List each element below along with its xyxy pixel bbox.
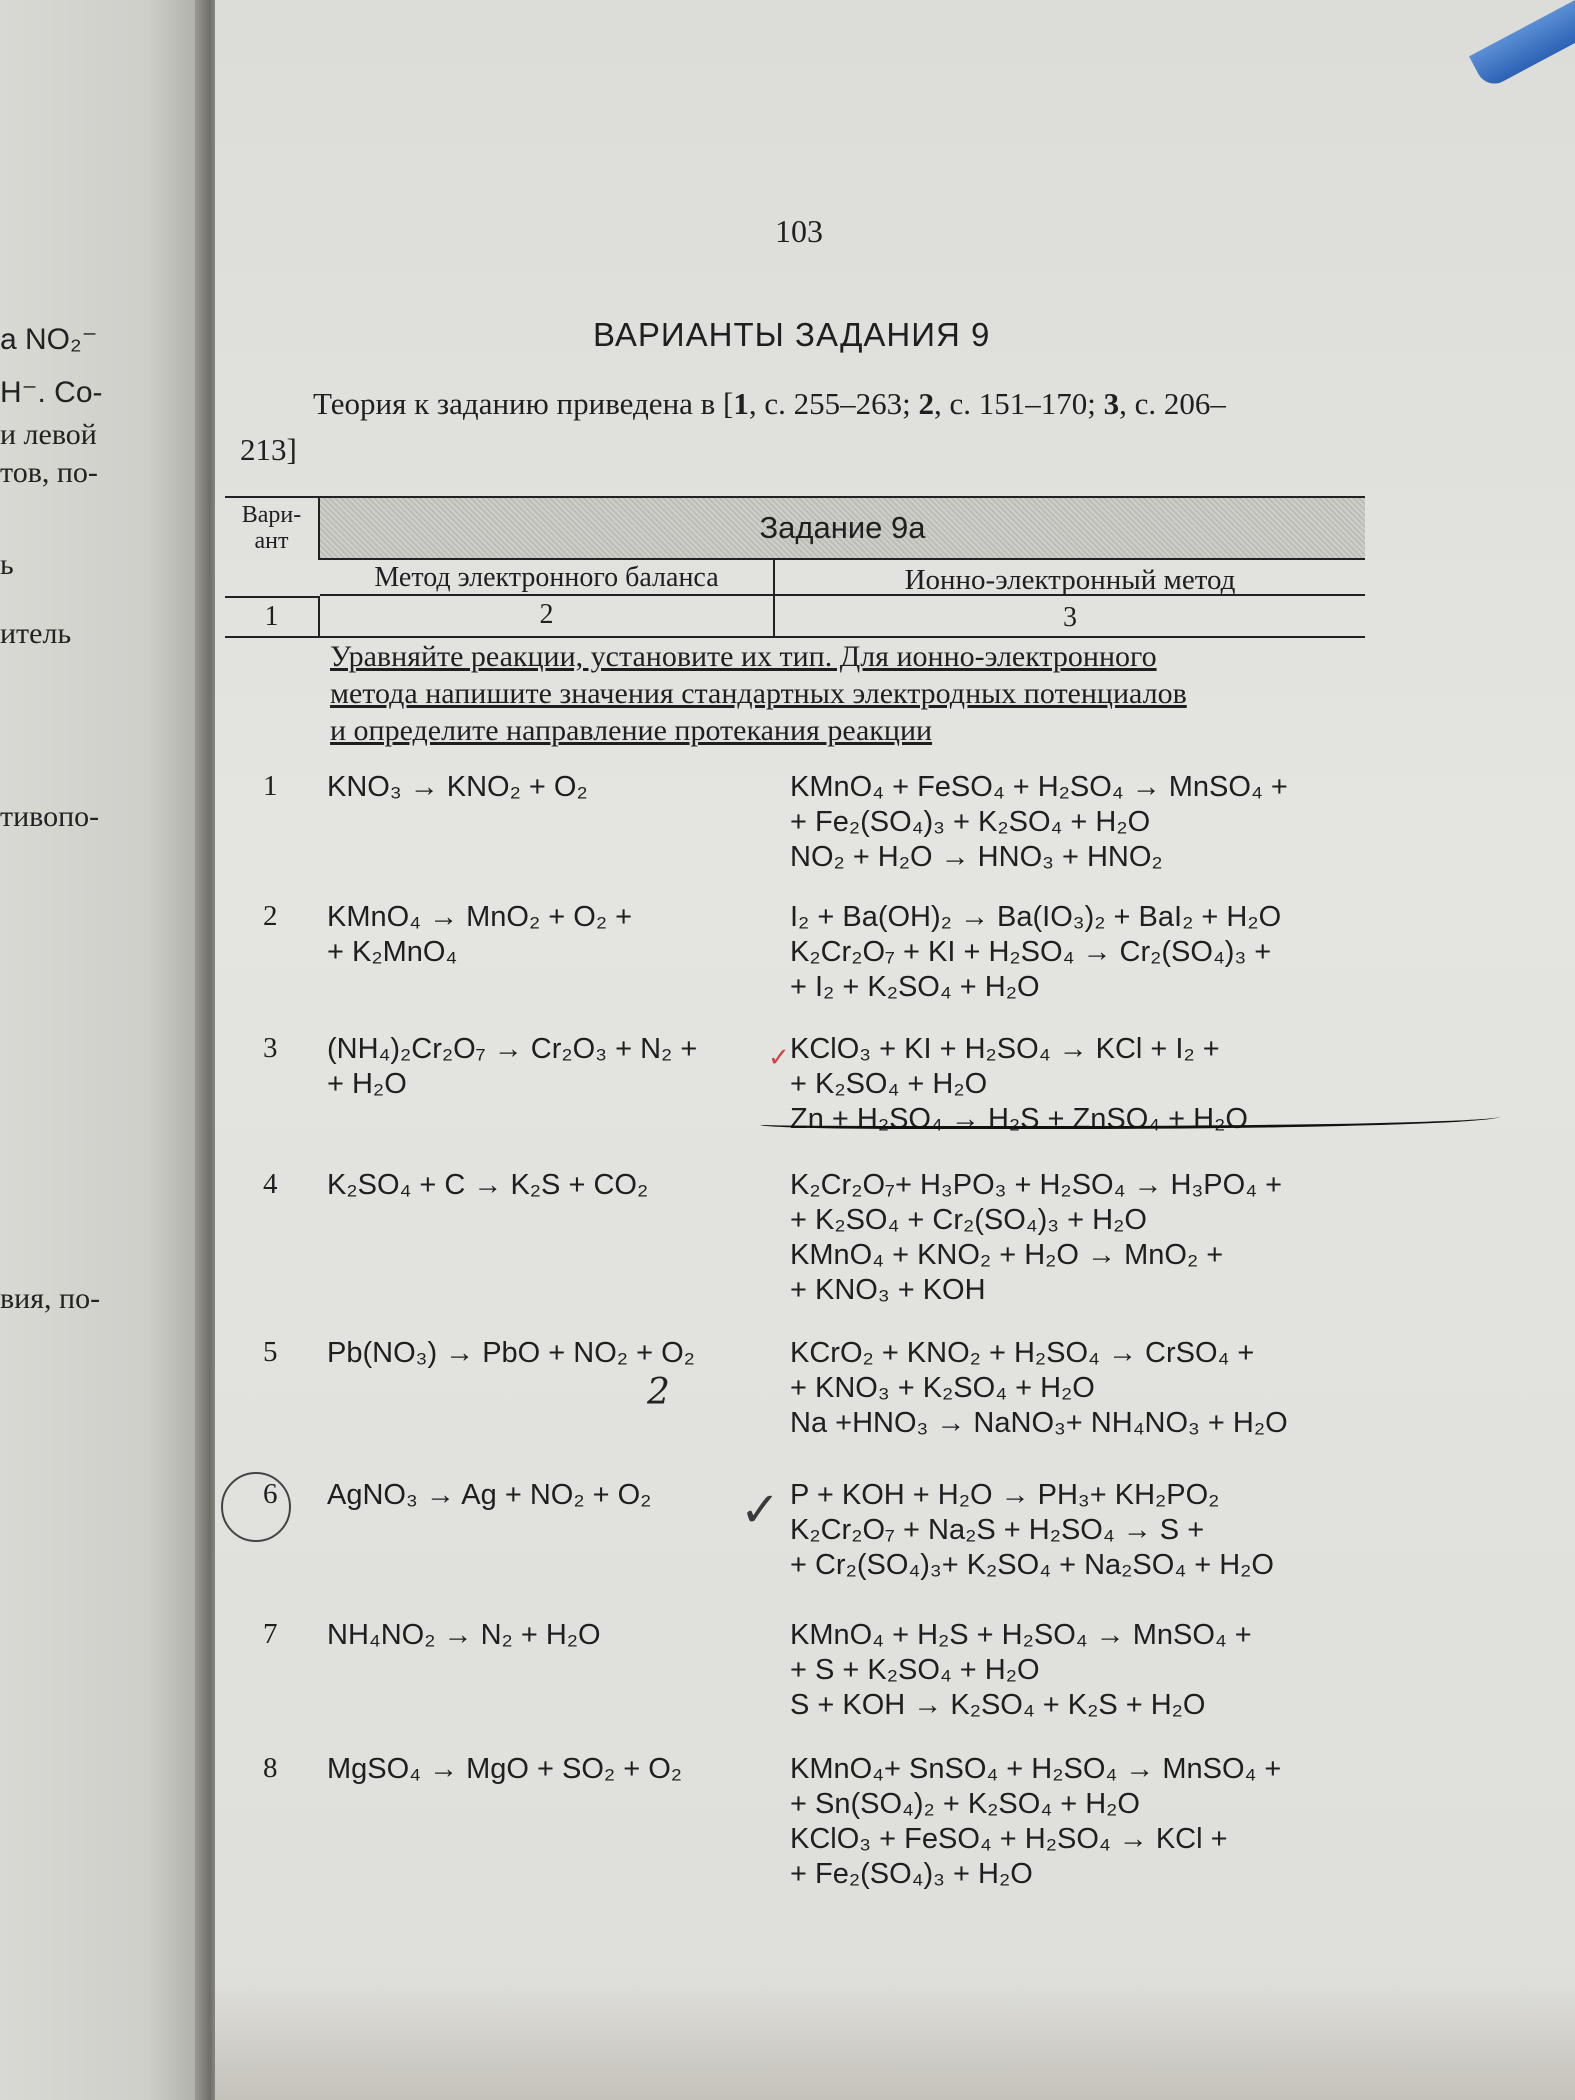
left-page-fragment: вия, по- bbox=[0, 1282, 101, 1315]
left-page-fragment: тов, по- bbox=[0, 456, 98, 489]
method-balance-header: Метод электронного баланса bbox=[320, 560, 775, 596]
ion-method-reaction: I₂ + Ba(OH)₂ → Ba(IO₃)₂ + BaI₂ + H₂O bbox=[790, 901, 1282, 933]
variant-header-line: ант bbox=[254, 528, 289, 554]
left-page-fragment: ь bbox=[0, 548, 14, 581]
ion-method-reaction: KClO₃ + FeSO₄ + H₂SO₄ → KCl + bbox=[790, 1823, 1228, 1855]
balance-method-reaction: + H₂O bbox=[327, 1068, 407, 1100]
left-page-fragment: Н⁻. Со- bbox=[0, 376, 103, 409]
ion-method-reaction: + Cr₂(SO₄)₃+ K₂SO₄ + Na₂SO₄ + H₂O bbox=[790, 1549, 1274, 1581]
variant-number: 2 bbox=[263, 900, 278, 932]
balance-method-reaction: Pb(NO₃) → PbO + NO₂ + O₂ bbox=[327, 1337, 695, 1369]
variant-number: 3 bbox=[263, 1032, 278, 1064]
balance-method-reaction: KNO₃ → KNO₂ + O₂ bbox=[327, 771, 588, 803]
ion-method-reaction: + Fe₂(SO₄)₃ + H₂O bbox=[790, 1858, 1033, 1890]
ion-method-reaction: KMnO₄ + FeSO₄ + H₂SO₄ → MnSO₄ + bbox=[790, 771, 1288, 803]
balance-method-reaction: NH₄NO₂ → N₂ + H₂O bbox=[327, 1619, 601, 1651]
variant-header bbox=[225, 498, 320, 560]
task-table-header bbox=[225, 496, 1365, 638]
ion-method-reaction: KMnO₄+ SnSO₄ + H₂SO₄ → MnSO₄ + bbox=[790, 1753, 1282, 1785]
ion-method-reaction: Na +HNO₃ → NaNO₃+ NH₄NO₃ + H₂O bbox=[790, 1407, 1288, 1439]
ion-method-reaction: K₂Cr₂O₇ + Na₂S + H₂SO₄ → S + bbox=[790, 1514, 1205, 1546]
balance-method-reaction: K₂SO₄ + C → K₂S + CO₂ bbox=[327, 1169, 649, 1201]
ion-method-reaction: KMnO₄ + H₂S + H₂SO₄ → MnSO₄ + bbox=[790, 1619, 1252, 1651]
ion-method-reaction: + Sn(SO₄)₂ + K₂SO₄ + H₂O bbox=[790, 1788, 1140, 1820]
theory-reference-cont: 213] bbox=[240, 432, 297, 467]
left-page bbox=[0, 0, 210, 2100]
ion-method-reaction: KCrO₂ + KNO₂ + H₂SO₄ → CrSO₄ + bbox=[790, 1337, 1255, 1369]
ion-method-reaction: P + KOH + H₂O → PH₃+ KH₂PO₂ bbox=[790, 1479, 1220, 1511]
column-number-2: 2 bbox=[320, 596, 775, 636]
ion-method-reaction: + K₂SO₄ + Cr₂(SO₄)₃ + H₂O bbox=[790, 1204, 1147, 1236]
ion-method-reaction: + Fe₂(SO₄)₃ + K₂SO₄ + H₂O bbox=[790, 806, 1151, 838]
left-page-fragment: и левой bbox=[0, 418, 97, 451]
book-page bbox=[215, 0, 1575, 2100]
column-number-3: 3 bbox=[1063, 602, 1077, 633]
balance-method-reaction: MgSO₄ → MgO + SO₂ + O₂ bbox=[327, 1753, 683, 1785]
ion-method-reaction: NO₂ + H₂O → HNO₃ + HNO₂ bbox=[790, 841, 1163, 873]
column-number-1: 1 bbox=[225, 596, 320, 636]
ion-method-reaction: S + KOH → K₂SO₄ + K₂S + H₂O bbox=[790, 1689, 1206, 1721]
instruction-text: Уравняйте реакции, установите их тип. Для ионно-электронного метода напишите значения стандартных электродных потенциалов и определите направление протекания реакции bbox=[330, 640, 1187, 747]
page-title: ВАРИАНТЫ ЗАДАНИЯ 9 bbox=[593, 316, 991, 353]
ion-method-reaction: + KNO₃ + K₂SO₄ + H₂O bbox=[790, 1372, 1095, 1404]
ion-method-reaction: K₂Cr₂O₇+ H₃PO₃ + H₂SO₄ → H₃PO₄ + bbox=[790, 1169, 1283, 1201]
variant-number: 8 bbox=[263, 1752, 278, 1784]
handwritten-check-mark: ✓ bbox=[740, 1484, 781, 1537]
variant-number: 1 bbox=[263, 770, 278, 802]
ion-method-reaction: KMnO₄ + KNO₂ + H₂O → MnO₂ + bbox=[790, 1239, 1224, 1271]
ion-method-reaction: Zn + H₂SO₄ → H₂S + ZnSO₄ + H₂O bbox=[790, 1103, 1248, 1135]
ion-method-reaction: KClO₃ + KI + H₂SO₄ → KCl + I₂ + bbox=[790, 1033, 1220, 1065]
page-number: 103 bbox=[775, 213, 823, 249]
balance-method-reaction: KMnO₄ → MnO₂ + O₂ + bbox=[327, 901, 633, 933]
method-ion-header: Ионно-электронный метод bbox=[775, 560, 1365, 596]
ion-method-reaction: + I₂ + K₂SO₄ + H₂O bbox=[790, 971, 1040, 1003]
handwritten-circle bbox=[221, 1472, 291, 1542]
task-header: Задание 9а bbox=[320, 498, 1365, 560]
ion-method-reaction: K₂Cr₂O₇ + KI + H₂SO₄ → Cr₂(SO₄)₃ + bbox=[790, 936, 1272, 968]
theory-reference: Теория к заданию приведена в [1, с. 255–263; 2, с. 151–170; 3, с. 206– bbox=[313, 386, 1226, 421]
variant-number: 6 bbox=[263, 1478, 278, 1510]
handwritten-subscript: 2 bbox=[647, 1372, 670, 1413]
ion-method-reaction: + K₂SO₄ + H₂O bbox=[790, 1068, 988, 1100]
left-page-fragment: а NO₂⁻ bbox=[0, 323, 98, 356]
left-page-fragment: итель bbox=[0, 617, 72, 650]
variant-number: 4 bbox=[263, 1168, 278, 1200]
handwritten-underline bbox=[760, 1108, 1500, 1129]
ion-method-reaction: + KNO₃ + KOH bbox=[790, 1274, 986, 1306]
variant-number: 5 bbox=[263, 1336, 278, 1368]
variant-number: 7 bbox=[263, 1618, 278, 1650]
variant-header-line: Вари- bbox=[241, 502, 302, 528]
balance-method-reaction: (NH₄)₂Cr₂O₇ → Cr₂O₃ + N₂ + bbox=[327, 1033, 698, 1065]
red-check-mark: ✓ bbox=[768, 1043, 790, 1072]
left-page-fragment: тивопо- bbox=[0, 800, 100, 833]
pen-tip bbox=[1469, 0, 1575, 90]
balance-method-reaction: AgNO₃ → Ag + NO₂ + O₂ bbox=[327, 1479, 652, 1511]
page-shadow bbox=[215, 1980, 1575, 2100]
balance-method-reaction: + K₂MnO₄ bbox=[327, 936, 458, 968]
ion-method-reaction: + S + K₂SO₄ + H₂O bbox=[790, 1654, 1040, 1686]
